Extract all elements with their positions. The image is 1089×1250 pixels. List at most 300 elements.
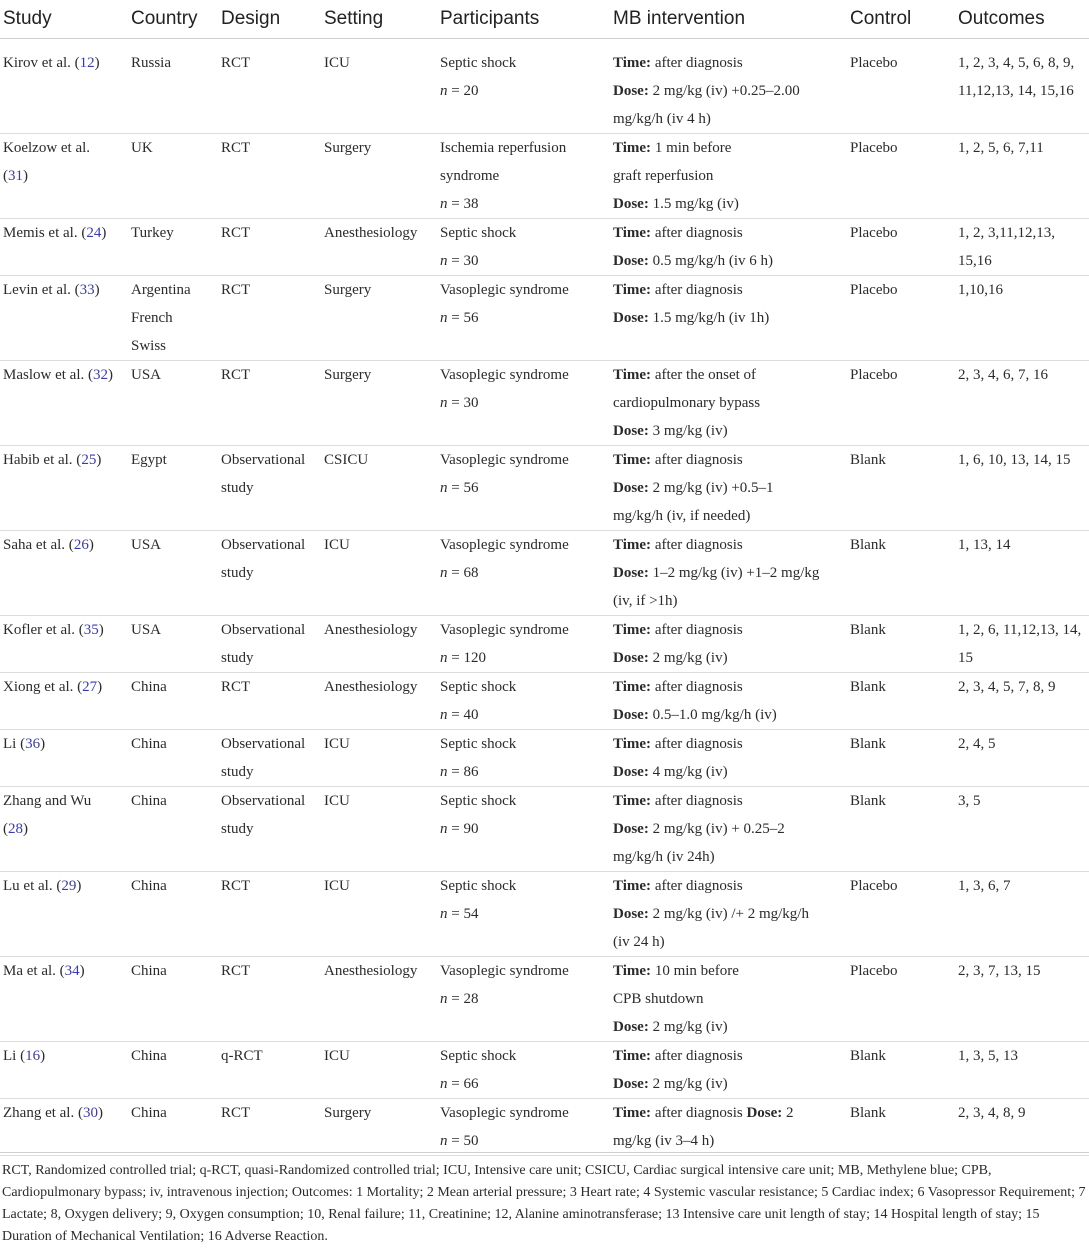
cell-setting: Anesthesiology <box>321 673 437 730</box>
outcome-list: 1, 13, 14 <box>958 537 1011 553</box>
intervention-line <box>613 502 843 530</box>
column-header: Control <box>847 0 955 39</box>
cell-control: Placebo <box>847 134 955 219</box>
cell-intervention <box>610 276 847 361</box>
design-text: study <box>221 565 254 581</box>
study-name: Xiong et al. ( <box>3 679 83 695</box>
cell-participants <box>437 673 610 730</box>
intervention-line <box>613 644 843 672</box>
study-line <box>3 787 124 815</box>
intervention-line <box>613 247 843 275</box>
column-header: MB intervention <box>610 0 847 39</box>
n-label: n <box>440 1133 448 1149</box>
outcome-list: 1, 3, 5, 13 <box>958 1048 1018 1064</box>
reference-link: 28 <box>8 821 23 837</box>
table-row <box>0 531 1089 616</box>
study-paren: ) <box>40 1048 46 1064</box>
design-text: study <box>221 764 254 780</box>
cell-control: Blank <box>847 616 955 673</box>
cell-participants <box>437 276 610 361</box>
study-line <box>3 162 124 190</box>
n-value: 56 <box>463 480 479 496</box>
n-label: n <box>440 707 448 723</box>
intervention-line <box>613 928 843 956</box>
sample-size <box>440 474 606 502</box>
sample-size <box>440 815 606 843</box>
n-value: 66 <box>463 1076 479 1092</box>
n-label: n <box>440 991 448 1007</box>
intervention-text: 2 <box>782 1105 794 1121</box>
intervention-text: cardiopulmonary bypass <box>613 395 761 411</box>
study-line <box>3 134 124 162</box>
reference-link: 24 <box>86 225 102 241</box>
study-line <box>3 1042 124 1070</box>
intervention-text: after diagnosis <box>651 225 743 241</box>
study-name: Ma et al. ( <box>3 963 65 979</box>
intervention-text: 2 mg/kg (iv) + 0.25–2 <box>648 821 785 837</box>
outcome-list: 1, 2, 5, 6, 7,11 <box>958 140 1044 156</box>
cell-control: Placebo <box>847 39 955 134</box>
cell-participants <box>437 957 610 1042</box>
intervention-line <box>613 276 843 304</box>
cell-country <box>128 787 218 872</box>
intervention-label: Time: <box>613 1105 652 1121</box>
country-name: China <box>131 878 167 894</box>
intervention-text: 2 mg/kg (iv) <box>648 650 728 666</box>
intervention-text: 1.5 mg/kg (iv) <box>648 196 739 212</box>
cell-participants <box>437 531 610 616</box>
country-name: China <box>131 736 167 752</box>
n-label: n <box>440 1076 448 1092</box>
cell-country <box>128 134 218 219</box>
study-line <box>3 815 124 843</box>
n-value: 54 <box>463 906 479 922</box>
table-row <box>0 1099 1089 1156</box>
intervention-label: Dose: <box>613 1019 649 1035</box>
sample-size <box>440 900 606 928</box>
country-name: Egypt <box>131 452 167 468</box>
cell-outcomes <box>955 730 1089 787</box>
cell-country <box>128 446 218 531</box>
study-paren: ( <box>3 168 8 184</box>
cell-control: Blank <box>847 446 955 531</box>
intervention-label: Time: <box>613 537 652 553</box>
intervention-line <box>613 758 843 786</box>
intervention-line <box>613 701 843 729</box>
cell-setting: ICU <box>321 730 437 787</box>
study-line <box>3 361 124 389</box>
table-row <box>0 730 1089 787</box>
intervention-text: after diagnosis <box>651 537 743 553</box>
table-row <box>0 1042 1089 1099</box>
intervention-line <box>613 587 843 615</box>
intervention-line <box>613 219 843 247</box>
cell-control: Placebo <box>847 361 955 446</box>
study-paren: ) <box>79 963 85 979</box>
n-equals: = <box>447 83 464 99</box>
design-text: RCT <box>221 225 251 241</box>
intervention-text: after diagnosis <box>651 55 743 71</box>
intervention-text: 4 mg/kg (iv) <box>648 764 728 780</box>
cell-outcomes <box>955 446 1089 531</box>
reference-link: 29 <box>61 878 77 894</box>
intervention-label: Dose: <box>613 423 649 439</box>
n-equals: = <box>447 1076 464 1092</box>
study-paren: ) <box>40 736 46 752</box>
intervention-label: Time: <box>613 140 652 156</box>
study-name: Li ( <box>3 736 26 752</box>
intervention-text: after diagnosis <box>651 793 743 809</box>
country-name: Russia <box>131 55 172 71</box>
n-equals: = <box>447 480 464 496</box>
intervention-text: after diagnosis <box>651 736 743 752</box>
design-text: RCT <box>221 282 251 298</box>
cell-design <box>218 616 321 673</box>
column-header: Outcomes <box>955 0 1089 39</box>
outcome-list: 2, 4, 5 <box>958 736 996 752</box>
cell-participants <box>437 39 610 134</box>
intervention-text: after diagnosis <box>651 878 743 894</box>
table-row <box>0 673 1089 730</box>
n-equals: = <box>447 310 464 326</box>
outcome-list: 1, 3, 6, 7 <box>958 878 1011 894</box>
condition-text: Septic shock <box>440 679 517 695</box>
intervention-label: Time: <box>613 367 652 383</box>
intervention-line <box>613 105 843 133</box>
country-name: China <box>131 1048 167 1064</box>
cell-intervention <box>610 531 847 616</box>
cell-study <box>0 730 128 787</box>
sample-size <box>440 701 606 729</box>
outcome-list: 1, 6, 10, 13, 14, 15 <box>958 452 1071 468</box>
sample-size <box>440 304 606 332</box>
reference-link: 34 <box>64 963 80 979</box>
intervention-line <box>613 134 843 162</box>
study-name: Li ( <box>3 1048 26 1064</box>
cell-participants <box>437 1042 610 1099</box>
intervention-text: after diagnosis <box>651 452 743 468</box>
cell-design <box>218 730 321 787</box>
cell-intervention <box>610 446 847 531</box>
study-name: Lu et al. ( <box>3 878 62 894</box>
intervention-line <box>613 985 843 1013</box>
cell-setting: Surgery <box>321 276 437 361</box>
cell-control: Blank <box>847 787 955 872</box>
intervention-line <box>613 162 843 190</box>
n-label: n <box>440 565 448 581</box>
n-label: n <box>440 310 448 326</box>
study-paren: ) <box>23 168 28 184</box>
study-paren: ) <box>94 282 100 298</box>
intervention-line <box>613 361 843 389</box>
cell-study <box>0 872 128 957</box>
intervention-text: after diagnosis <box>651 622 743 638</box>
design-text: RCT <box>221 55 251 71</box>
cell-country <box>128 872 218 957</box>
cell-study <box>0 219 128 276</box>
intervention-line <box>613 1070 843 1098</box>
cell-design <box>218 957 321 1042</box>
cell-outcomes <box>955 361 1089 446</box>
outcome-list: 1, 2, 3, 4, 5, 6, 8, 9, <box>958 55 1075 71</box>
cell-design <box>218 1042 321 1099</box>
intervention-text: mg/kg/h (iv, if needed) <box>613 508 751 524</box>
study-line <box>3 531 124 559</box>
study-paren: ) <box>101 225 107 241</box>
intervention-label: Dose: <box>613 565 649 581</box>
study-line <box>3 49 124 77</box>
reference-link: 25 <box>81 452 97 468</box>
condition-text: Septic shock <box>440 55 517 71</box>
n-value: 50 <box>463 1133 479 1149</box>
outcome-list: 1, 2, 3,11,12,13, <box>958 225 1055 241</box>
sample-size <box>440 1070 606 1098</box>
table-row <box>0 787 1089 872</box>
reference-link: 31 <box>8 168 23 184</box>
sample-size <box>440 758 606 786</box>
intervention-label: Time: <box>613 1048 652 1064</box>
n-value: 30 <box>463 395 479 411</box>
study-name: Kirov et al. ( <box>3 55 80 71</box>
table-row <box>0 219 1089 276</box>
condition-text: Ischemia reperfusion <box>440 140 567 156</box>
intervention-label: Time: <box>613 282 652 298</box>
intervention-line <box>613 787 843 815</box>
condition-text: Vasoplegic syndrome <box>440 537 569 553</box>
design-text: Observational <box>221 452 306 468</box>
table-row <box>0 276 1089 361</box>
outcome-list: 2, 3, 7, 13, 15 <box>958 963 1041 979</box>
table-row <box>0 134 1089 219</box>
intervention-text: 10 min before <box>651 963 739 979</box>
design-text: Observational <box>221 736 306 752</box>
intervention-line <box>613 190 843 218</box>
cell-design <box>218 673 321 730</box>
study-name: Koelzow et al. <box>3 140 91 156</box>
table-footnote: RCT, Randomized controlled trial; q-RCT, quasi-Randomized controlled trial; ICU, Intensive care unit; CSICU, Cardiac surgical intensive care unit; MB, Methylene blue; CPB, Cardiopulmonary bypass; iv, intravenous injection; Outcomes: 1 Mortality; 2 Mean arterial pressure; 3 Heart rate; 4 Systemic vascular resistance; 5 Cardiac index; 6 Vasopressor Requirement; 7 Lactate; 8, Oxygen delivery; 9, Oxygen consumption; 10, Renal failure; 11, Creatinine; 12, Alanine aminotransferase; 13 Intensive care unit length of stay; 14 Hospital length of stay; 15 Duration of Mechanical Ventilation; 16 Adverse Reaction. <box>2 1163 1086 1244</box>
table-row <box>0 872 1089 957</box>
n-equals: = <box>447 991 464 1007</box>
intervention-label: Time: <box>613 225 652 241</box>
cell-study <box>0 361 128 446</box>
n-value: 20 <box>463 83 479 99</box>
intervention-text: after diagnosis <box>651 679 743 695</box>
intervention-label: Time: <box>613 679 652 695</box>
cell-participants <box>437 787 610 872</box>
cell-setting: Surgery <box>321 134 437 219</box>
intervention-label: Dose: <box>613 196 649 212</box>
country-name: USA <box>131 367 162 383</box>
condition-text: Vasoplegic syndrome <box>440 1105 569 1121</box>
n-value: 90 <box>463 821 479 837</box>
cell-country <box>128 276 218 361</box>
study-name: Zhang and Wu <box>3 793 92 809</box>
n-label: n <box>440 253 448 269</box>
condition-text: syndrome <box>440 168 500 184</box>
cell-participants <box>437 616 610 673</box>
cell-setting: ICU <box>321 787 437 872</box>
design-text: Observational <box>221 793 306 809</box>
country-name: French <box>131 310 173 326</box>
cell-country <box>128 957 218 1042</box>
cell-intervention <box>610 1099 847 1156</box>
reference-link: 30 <box>82 1105 98 1121</box>
n-equals: = <box>447 395 464 411</box>
table-row <box>0 616 1089 673</box>
study-line <box>3 219 124 247</box>
intervention-line <box>613 77 843 105</box>
outcome-list: 1, 2, 6, 11,12,13, 14, <box>958 622 1082 638</box>
cell-study <box>0 276 128 361</box>
intervention-text: 3 mg/kg (iv) <box>648 423 728 439</box>
n-value: 30 <box>463 253 479 269</box>
reference-link: 33 <box>79 282 95 298</box>
study-name: Memis et al. ( <box>3 225 87 241</box>
intervention-line <box>613 1099 843 1127</box>
condition-text: Vasoplegic syndrome <box>440 452 569 468</box>
table-header <box>0 0 1089 39</box>
intervention-line <box>613 900 843 928</box>
cell-participants <box>437 219 610 276</box>
n-label: n <box>440 764 448 780</box>
country-name: Swiss <box>131 338 167 354</box>
country-name: Turkey <box>131 225 174 241</box>
cell-intervention <box>610 219 847 276</box>
design-text: RCT <box>221 679 251 695</box>
cell-country <box>128 361 218 446</box>
intervention-line <box>613 1042 843 1070</box>
intervention-text: mg/kg/h (iv 24h) <box>613 849 715 865</box>
intervention-text: 1–2 mg/kg (iv) +1–2 mg/kg <box>648 565 820 581</box>
column-header: Participants <box>437 0 610 39</box>
cell-intervention <box>610 673 847 730</box>
n-label: n <box>440 650 448 666</box>
intervention-text: after the onset of <box>651 367 757 383</box>
condition-text: Vasoplegic syndrome <box>440 622 569 638</box>
study-paren: ) <box>97 679 103 695</box>
cell-country <box>128 531 218 616</box>
intervention-line <box>613 49 843 77</box>
intervention-text: after diagnosis <box>651 1048 743 1064</box>
cell-country <box>128 616 218 673</box>
reference-link: 16 <box>25 1048 41 1064</box>
sample-size <box>440 77 606 105</box>
study-name: Zhang et al. ( <box>3 1105 83 1121</box>
study-paren: ) <box>96 452 102 468</box>
cell-control: Placebo <box>847 219 955 276</box>
cell-study <box>0 39 128 134</box>
study-paren: ) <box>94 55 100 71</box>
cell-design <box>218 531 321 616</box>
study-paren: ) <box>88 537 94 553</box>
n-equals: = <box>447 565 464 581</box>
condition-text: Septic shock <box>440 793 517 809</box>
cell-participants <box>437 134 610 219</box>
intervention-line <box>613 730 843 758</box>
outcome-list: 2, 3, 4, 5, 7, 8, 9 <box>958 679 1056 695</box>
cell-intervention <box>610 1042 847 1099</box>
cell-intervention <box>610 361 847 446</box>
cell-design <box>218 39 321 134</box>
sample-size <box>440 1127 606 1155</box>
intervention-text: mg/kg (iv 3–4 h) <box>613 1133 715 1149</box>
sample-size <box>440 247 606 275</box>
cell-intervention <box>610 730 847 787</box>
study-name: Maslow et al. ( <box>3 367 93 383</box>
outcome-list: 2, 3, 4, 8, 9 <box>958 1105 1026 1121</box>
cell-intervention <box>610 872 847 957</box>
outcome-list: 15 <box>958 650 973 666</box>
condition-text: Vasoplegic syndrome <box>440 367 569 383</box>
cell-intervention <box>610 787 847 872</box>
table-body <box>0 39 1089 1156</box>
cell-setting: ICU <box>321 39 437 134</box>
design-text: RCT <box>221 878 251 894</box>
cell-setting: ICU <box>321 872 437 957</box>
design-text: study <box>221 650 254 666</box>
study-line <box>3 1099 124 1127</box>
intervention-text: after diagnosis <box>651 282 743 298</box>
table-row <box>0 39 1089 134</box>
condition-text: Septic shock <box>440 225 517 241</box>
intervention-label: Dose: <box>613 310 649 326</box>
intervention-label: Dose: <box>613 1076 649 1092</box>
cell-intervention <box>610 39 847 134</box>
design-text: study <box>221 480 254 496</box>
table-row <box>0 957 1089 1042</box>
intervention-label: Time: <box>613 622 652 638</box>
study-line <box>3 276 124 304</box>
intervention-text: 1 min before <box>651 140 732 156</box>
cell-setting: ICU <box>321 1042 437 1099</box>
design-text: RCT <box>221 140 251 156</box>
cell-outcomes <box>955 1099 1089 1156</box>
n-equals: = <box>447 650 464 666</box>
cell-control: Placebo <box>847 276 955 361</box>
n-value: 40 <box>463 707 479 723</box>
study-name: Kofler et al. ( <box>3 622 84 638</box>
cell-country <box>128 39 218 134</box>
intervention-text: 0.5 mg/kg/h (iv 6 h) <box>648 253 773 269</box>
study-name: Levin et al. ( <box>3 282 80 298</box>
intervention-text: after diagnosis <box>651 1105 747 1121</box>
intervention-line <box>613 872 843 900</box>
cell-study <box>0 616 128 673</box>
study-line <box>3 673 124 701</box>
study-line <box>3 446 124 474</box>
condition-text: Vasoplegic syndrome <box>440 963 569 979</box>
n-equals: = <box>447 821 464 837</box>
cell-country <box>128 730 218 787</box>
cell-control: Blank <box>847 1099 955 1156</box>
cell-setting: Anesthesiology <box>321 219 437 276</box>
n-label: n <box>440 821 448 837</box>
cell-design <box>218 872 321 957</box>
sample-size <box>440 190 606 218</box>
intervention-line <box>613 616 843 644</box>
study-name: Habib et al. ( <box>3 452 82 468</box>
study-paren: ) <box>97 1105 103 1121</box>
n-equals: = <box>447 196 464 212</box>
intervention-label: Time: <box>613 878 652 894</box>
cell-design <box>218 361 321 446</box>
study-name: Saha et al. ( <box>3 537 74 553</box>
study-paren: ) <box>23 821 28 837</box>
column-header: Country <box>128 0 218 39</box>
cell-control: Placebo <box>847 957 955 1042</box>
cell-outcomes <box>955 276 1089 361</box>
cell-outcomes <box>955 787 1089 872</box>
